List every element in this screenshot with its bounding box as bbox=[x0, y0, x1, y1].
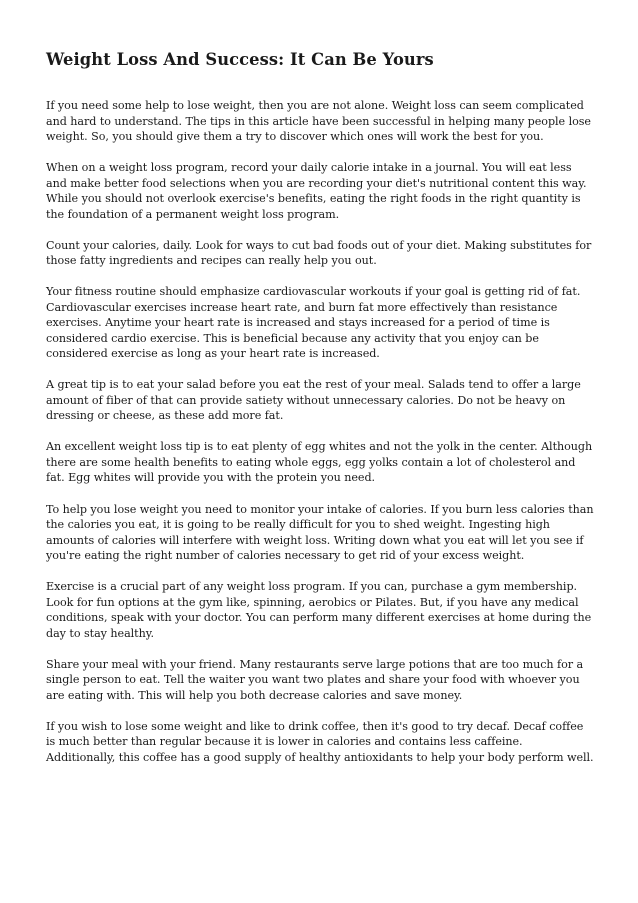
document-page bbox=[46, 48, 594, 781]
document-title: Weight Loss And Success: It Can Be Yours bbox=[46, 50, 434, 69]
paragraph: Count your calories, daily. Look for ways to cut bad foods out of your diet. Making substitutes for those fatty ingredients and recipes can really help you out. bbox=[46, 238, 592, 268]
paragraph: When on a weight loss program, record your daily calorie intake in a journal. You will eat less and make better food selections when you are recording your diet's nutritional content this way. While you should not overlook exercise's benefits, eating the right foods in the right quantity is the foundation of a permanent weight loss program. bbox=[46, 161, 587, 221]
paragraph: If you need some help to lose weight, then you are not alone. Weight loss can seem complicated and hard to understand. The tips in this article have been successful in helping many people lose weight. So, you should give them a try to discover which ones will work the best for you. bbox=[46, 99, 591, 143]
paragraph: To help you lose weight you need to monitor your intake of calories. If you burn less calories than the calories you eat, it is going to be really difficult for you to shed weight. Ingesting high amounts of calories will interfere with weight loss. Writing down what you eat will let you see if you're eating the right number of calories necessary to get rid of your excess weight. bbox=[46, 502, 594, 563]
paragraph: A great tip is to eat your salad before you eat the rest of your meal. Salads tend to offer a large amount of fiber of that can provide satiety without unnecessary calories. Do not be heavy on dressing or cheese, as these add more fat. bbox=[46, 378, 581, 423]
paragraph: Your fitness routine should emphasize cardiovascular workouts if your goal is getting rid of fat. Cardiovascular exercises increase heart rate, and burn fat more effectively than resistance exercises. Anytime your heart rate is increased and stays increased for a period of time is considered cardio exercise. This is beneficial because any activity that you enjoy can be considered exercise as long as your heart rate is increased. bbox=[46, 285, 581, 361]
paragraph: If you wish to lose some weight and like to drink coffee, then it's good to try decaf. Decaf coffee is much better than regular because it is lower in calories and contains less caffeine. Additionally, this coffee has a good supply of healthy antioxidants to help your body perform well. bbox=[46, 719, 594, 764]
paragraph: Exercise is a crucial part of any weight loss program. If you can, purchase a gym membership. Look for fun options at the gym like, spinning, aerobics or Pilates. But, if you have any medical conditions, speak with your doctor. You can perform many different exercises at home during the day to stay healthy. bbox=[46, 580, 592, 640]
paragraph: Share your meal with your friend. Many restaurants serve large potions that are too much for a single person to eat. Tell the waiter you want two plates and share your food with whoever you are eating with. This will help you both decrease calories and save money. bbox=[46, 657, 584, 702]
paragraph: An excellent weight loss tip is to eat plenty of egg whites and not the yolk in the center. Although there are some health benefits to eating whole eggs, egg yolks contain a lot of cholesterol and fat. Egg whites will provide you with the protein you need. bbox=[46, 440, 593, 485]
